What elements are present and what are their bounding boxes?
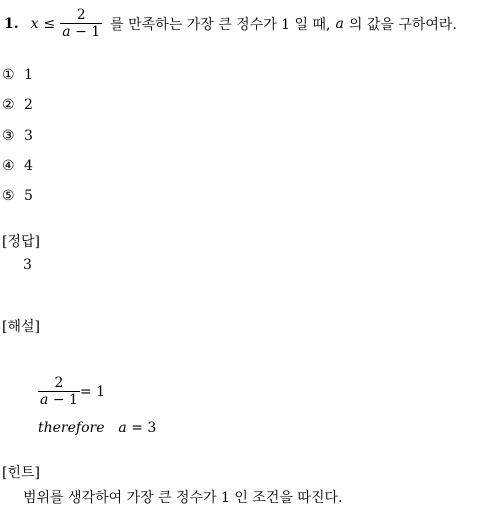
hint-label: [힌트]: [2, 465, 40, 481]
question-fraction-numerator: 2: [76, 7, 86, 23]
choice-2-mark: ②: [2, 97, 15, 113]
choice-1-mark: ①: [2, 67, 15, 83]
question-denominator-rest: − 1: [70, 24, 101, 40]
question-relation: ≤: [43, 16, 56, 32]
explanation-fraction-denominator: [38, 391, 80, 409]
question-line: [4, 6, 457, 42]
question-var-a: a: [335, 16, 344, 32]
question-denominator-var: a: [62, 24, 71, 40]
question-text-part2: 의 값을 구하여라.: [348, 17, 457, 33]
question-fraction: [60, 7, 102, 41]
choice-4[interactable]: [2, 158, 33, 174]
choice-2-value: 2: [24, 97, 33, 113]
explanation-denominator-var: a: [40, 392, 49, 408]
explanation-equation: [38, 374, 105, 410]
explanation-fraction-numerator: 2: [54, 375, 64, 391]
question-lhs-var: x: [30, 16, 39, 32]
choice-5-mark: ⑤: [2, 188, 15, 204]
therefore-rest: = 3: [126, 420, 157, 436]
explanation-fraction: [38, 375, 80, 409]
question-fraction-denominator: [60, 23, 102, 41]
choice-4-value: 4: [24, 158, 33, 174]
therefore-word: therefore: [38, 420, 105, 436]
question-text-part1: 를 만족하는 가장 큰 정수가 1 일 때,: [110, 17, 331, 33]
answer-value: 3: [23, 257, 32, 273]
choice-2[interactable]: [2, 97, 33, 113]
choice-1[interactable]: [2, 67, 33, 83]
choice-1-value: 1: [24, 67, 33, 83]
explanation-label: [해설]: [2, 319, 40, 335]
choice-3-mark: ③: [2, 128, 15, 144]
answer-label: [정답]: [2, 234, 40, 250]
choice-3[interactable]: [2, 128, 33, 144]
choice-3-value: 3: [24, 128, 33, 144]
choice-4-mark: ④: [2, 158, 15, 174]
choice-5[interactable]: [2, 188, 33, 204]
explanation-therefore-line: [38, 420, 156, 436]
hint-text: 범위를 생각하여 가장 큰 정수가 1 인 조건을 따진다.: [23, 490, 343, 506]
choice-5-value: 5: [24, 188, 33, 204]
therefore-var: a: [118, 420, 127, 436]
explanation-equals-one: = 1: [79, 384, 105, 400]
explanation-denominator-rest: − 1: [48, 392, 78, 408]
question-number: 1.: [4, 16, 19, 32]
